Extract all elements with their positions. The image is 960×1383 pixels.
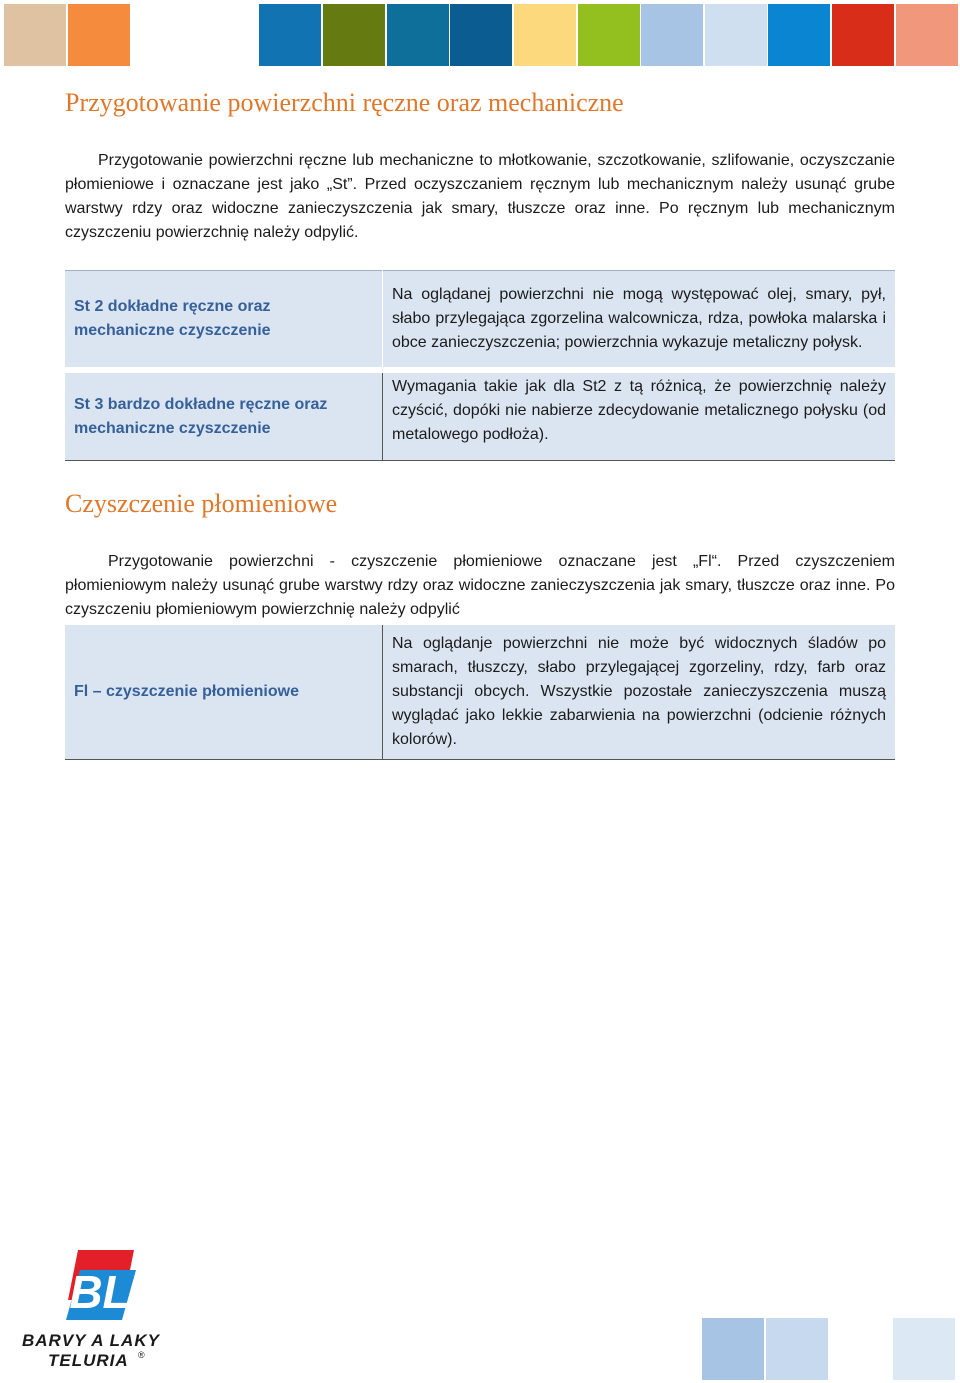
swatch — [323, 4, 385, 66]
barvy-a-laky-teluria-logo — [20, 1246, 170, 1371]
grade-cell: St 2 dokładne ręczne oraz mechaniczne czyszczenie — [65, 271, 383, 371]
swatch — [68, 4, 130, 66]
section-intro-manual-mechanical: Przygotowanie powierzchni ręczne lub mechaniczne to młotkowanie, szczotkowanie, szlifowanie, oczyszczanie płomieniowe i oznaczane jest jako „St”. Przed oczyszczaniem ręcznym lub mechanicznym należy usunąć grube warstwy rdzy oraz widoczne zanieczyszczenia jak smary, tłuszcze oraz inne. Po ręcznym lub mechanicznym czyszczeniu powierzchnię należy odpylić. — [65, 152, 895, 241]
description-cell: Wymagania takie jak dla St2 z tą różnicą, że powierzchnię należy czyścić, dopóki nie nabierze zdecydowanie metalicznego połysku (od metalowego podłoża). — [383, 370, 896, 461]
logo-line1: BARVY A LAKY — [22, 1331, 160, 1350]
swatch — [450, 4, 512, 66]
swatch — [641, 4, 703, 66]
swatch — [766, 1318, 828, 1380]
swatch — [514, 4, 576, 66]
swatch — [896, 4, 958, 66]
table-row — [65, 370, 895, 461]
section-title-flame-cleaning: Czyszczenie płomieniowe — [65, 489, 338, 518]
section-title-manual-mechanical: Przygotowanie powierzchni ręczne oraz mechaniczne — [65, 88, 624, 117]
swatch — [4, 4, 66, 66]
bl-logo-icon — [20, 1246, 170, 1371]
swatch — [893, 1318, 955, 1380]
swatch — [578, 4, 640, 66]
description-cell: Na oglądanej powierzchni nie mogą występować olej, smary, pył, słabo przylegająca zgorzelina walcownicza, rdza, powłoka malarska i obce zanieczyszczenia; powierzchnia wykazuje metaliczny połysk. — [383, 271, 896, 371]
logo-line2: TELURIA — [48, 1351, 129, 1370]
spec-table-st — [65, 270, 895, 461]
section-intro-flame-cleaning: Przygotowanie powierzchni - czyszczenie płomieniowe oznaczane jest „Fl“. Przed czyszczeniem płomieniowym należy usunąć grube warstwy rdzy oraz widoczne zanieczyszczenia jak smary, tłuszcze oraz inne. Po czyszczeniu płomieniowym powierzchnię należy odpylić — [65, 553, 895, 618]
swatch — [705, 4, 767, 66]
grade-cell: St 3 bardzo dokładne ręczne oraz mechaniczne czyszczenie — [65, 370, 383, 461]
logo-initials: BL — [69, 1266, 131, 1318]
description-cell: Na oglądanje powierzchni nie może być widocznych śladów po smarach, tłuszczy, słabo przylegającej zgorzeliny, rdzy, farb oraz substancji obcych. Wszystkie pozostałe zanieczyszczenia muszą wyglądać jako lekkie zabarwienia na powierzchni (odcienie różnych kolorów). — [383, 625, 896, 760]
logo-registered-mark: ® — [138, 1350, 145, 1360]
table-row — [65, 271, 895, 371]
swatch — [768, 4, 830, 66]
spec-table-fl — [65, 625, 895, 760]
swatch — [259, 4, 321, 66]
swatch — [702, 1318, 764, 1380]
swatch — [832, 4, 894, 66]
table-row — [65, 625, 895, 760]
grade-cell: Fl – czyszczenie płomieniowe — [65, 625, 383, 760]
swatch — [387, 4, 449, 66]
